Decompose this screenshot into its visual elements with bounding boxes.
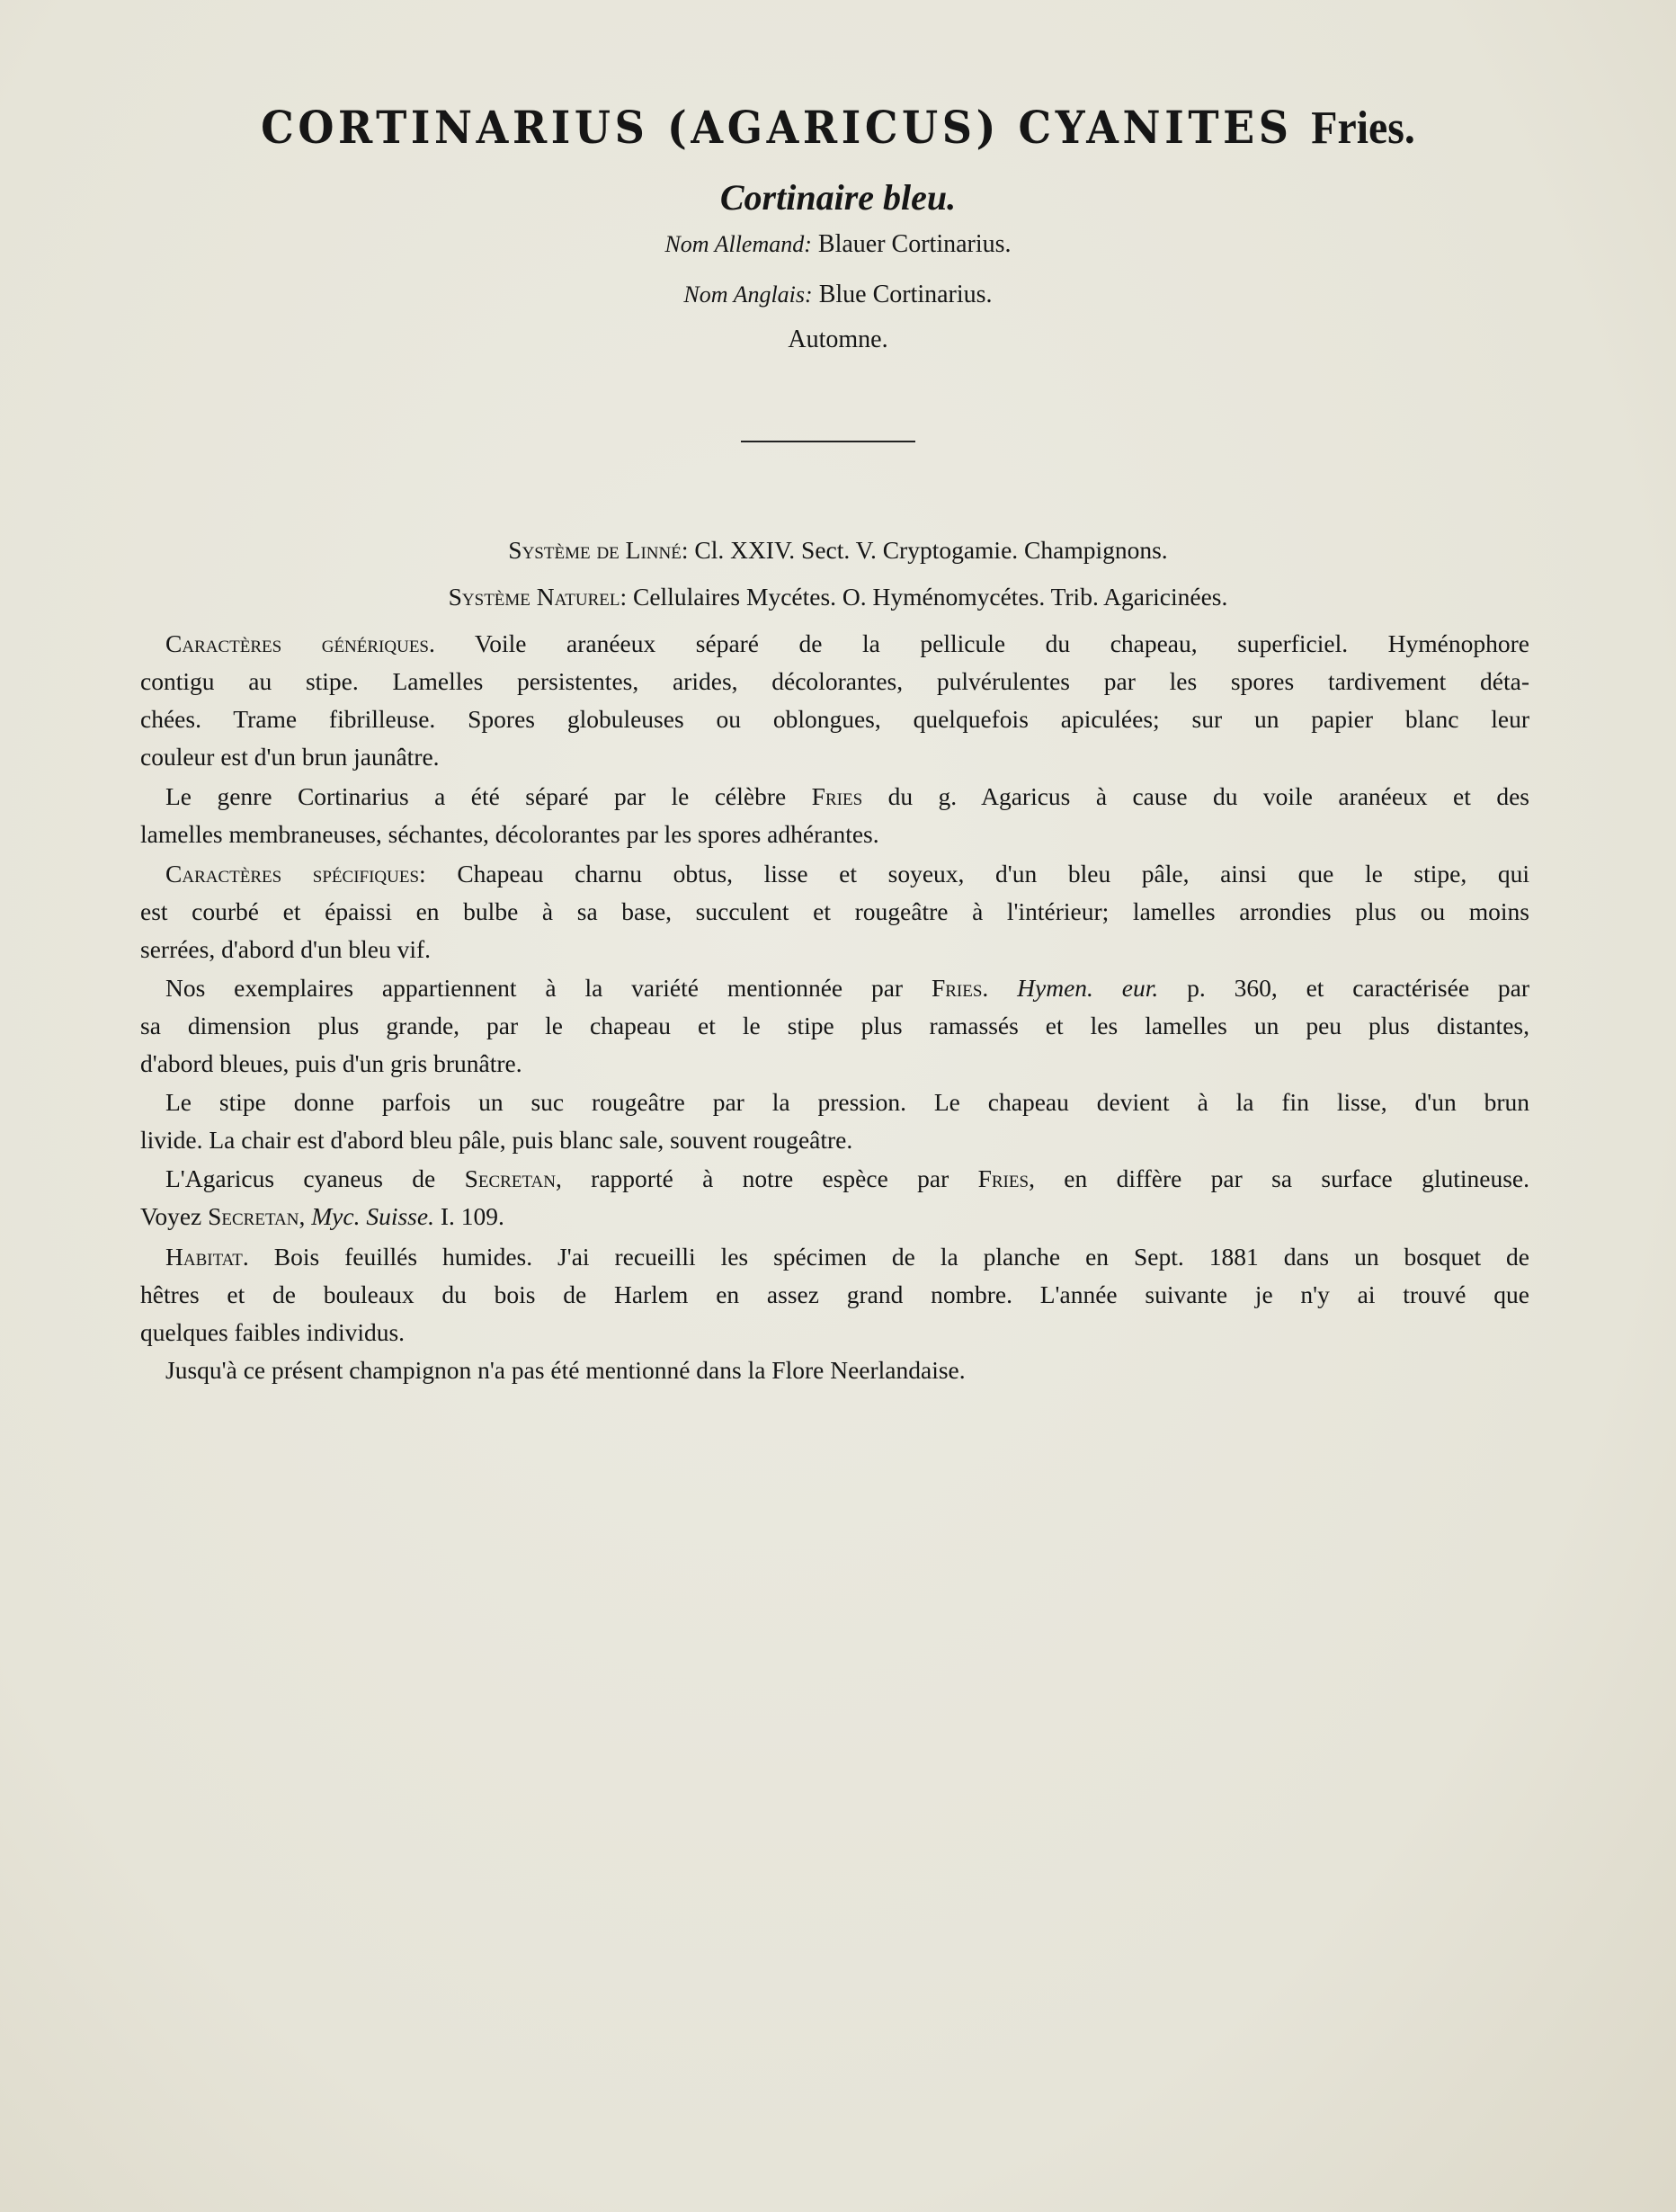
genus-note-line-2: lamelles membraneuses, séchantes, décolorantes par les spores adhérantes. — [140, 820, 879, 848]
specific-characters-line-3: serrées, d'abord d'un bleu vif. — [140, 935, 432, 963]
season: Automne. — [788, 326, 888, 353]
generic-characters-line-1 — [165, 631, 1529, 656]
generic-characters-line-3: chées. Trame fibrilleuse. Spores globuleuses ou oblongues, quelquefois apiculées; sur un papier blanc leur — [140, 705, 1529, 733]
species-title — [67, 101, 1609, 155]
naturel-system-line — [0, 584, 1676, 610]
german-name-line — [0, 230, 1676, 259]
text-span: , — [299, 1202, 306, 1230]
text-span: , rapporté à notre espèce par — [555, 1164, 949, 1192]
english-label: Nom Anglais: — [683, 281, 813, 308]
text-span: p. 360, et caractérisée par — [1187, 974, 1530, 1002]
specific-characters-label: Caractères spécifiques: — [165, 860, 426, 887]
linne-system-line — [0, 538, 1676, 563]
variety-line-1 — [165, 976, 1529, 1001]
text-span: , en diffère par sa surface glutineuse. — [1029, 1164, 1530, 1192]
specific-characters-line-2: est courbé et épaissi en bulbe à sa base, succulent et rougeâtre à l'intérieur; lamelles arrondies plus ou moins — [140, 897, 1529, 925]
generic-characters-line-2: contigu au stipe. Lamelles persistentes, arides, décolorantes, pulvérulentes par les spores tardivement déta- — [140, 667, 1529, 695]
title-author: Fries. — [1311, 103, 1415, 154]
title-main: CORTINARIUS (AGARICUS) CYANITES — [261, 101, 1293, 154]
naturel-label: Système Naturel: — [448, 583, 628, 611]
specific-characters-line-1 — [165, 861, 1529, 887]
variety-line-3: d'abord bleues, puis d'un gris brunâtre. — [140, 1049, 522, 1077]
english-name: Blue Cortinarius. — [818, 281, 993, 308]
author-fries: Fries — [811, 782, 863, 810]
text-span: Le genre Cortinarius a été séparé par le célèbre — [165, 782, 787, 810]
linne-label: Système de Linné: — [508, 536, 689, 564]
secretan-note-line-2 — [140, 1204, 504, 1229]
french-name: Cortinaire bleu. — [719, 177, 957, 218]
habitat-line-1 — [165, 1244, 1529, 1270]
german-label: Nom Allemand: — [664, 231, 812, 257]
stipe-note-line-2: livide. La chair est d'abord bleu pâle, puis blanc sale, souvent rougeâtre. — [140, 1126, 853, 1154]
english-name-line — [0, 281, 1676, 309]
generic-characters-label: Caractères génériques. — [165, 629, 435, 657]
divider-rule — [741, 441, 915, 442]
generic-characters-line-4: couleur est d'un brun jaunâtre. — [140, 743, 440, 771]
genus-note-line-1 — [165, 784, 1529, 809]
habitat-label: Habitat. — [165, 1243, 249, 1271]
german-name: Blauer Cortinarius. — [817, 230, 1012, 258]
author-fries: Fries. — [931, 974, 989, 1002]
stipe-note-line-1: Le stipe donne parfois un suc rougeâtre par la pression. Le chapeau devient à la fin lisse, d'un brun — [165, 1088, 1529, 1116]
text-span: Nos exemplaires appartiennent à la variété mentionnée par — [165, 974, 904, 1002]
text-span: du g. Agaricus à cause du voile aranéeux et des — [887, 782, 1529, 810]
author-fries: Fries — [977, 1164, 1030, 1192]
author-secretan: Secretan — [208, 1202, 299, 1230]
linne-text: Cl. XXIV. Sect. V. Cryptogamie. Champignons. — [694, 536, 1168, 564]
author-secretan: Secretan — [464, 1164, 556, 1192]
text-span: I. 109. — [440, 1202, 504, 1230]
naturel-text: Cellulaires Mycétes. O. Hyménomycétes. Trib. Agaricinées. — [632, 583, 1228, 611]
text-span: Voyez — [140, 1202, 202, 1230]
text-span: L'Agaricus cyaneus de — [165, 1164, 436, 1192]
flora-note-line: Jusqu'à ce présent champignon n'a pas été mentionné dans la Flore Neerlandaise. — [165, 1356, 966, 1384]
text-span: Voile aranéeux séparé de la pellicule du chapeau, superficiel. Hyménophore — [474, 629, 1529, 657]
habitat-line-3: quelques faibles individus. — [140, 1318, 406, 1346]
habitat-line-2: hêtres et de bouleaux du bois de Harlem en assez grand nombre. L'année suivante je n'y ai trouvé que — [140, 1280, 1529, 1308]
reference-title: Myc. Suisse. — [311, 1202, 434, 1230]
reference-title: Hymen. eur. — [1017, 974, 1159, 1002]
text-span: Bois feuillés humides. J'ai recueilli les spécimen de la planche en Sept. 1881 dans un bosquet de — [273, 1243, 1530, 1271]
variety-line-2: sa dimension plus grande, par le chapeau et le stipe plus ramassés et les lamelles un peu plus distantes, — [140, 1012, 1529, 1039]
secretan-note-line-1 — [165, 1166, 1529, 1191]
text-span: Chapeau charnu obtus, lisse et soyeux, d'un bleu pâle, ainsi que le stipe, qui — [457, 860, 1530, 887]
